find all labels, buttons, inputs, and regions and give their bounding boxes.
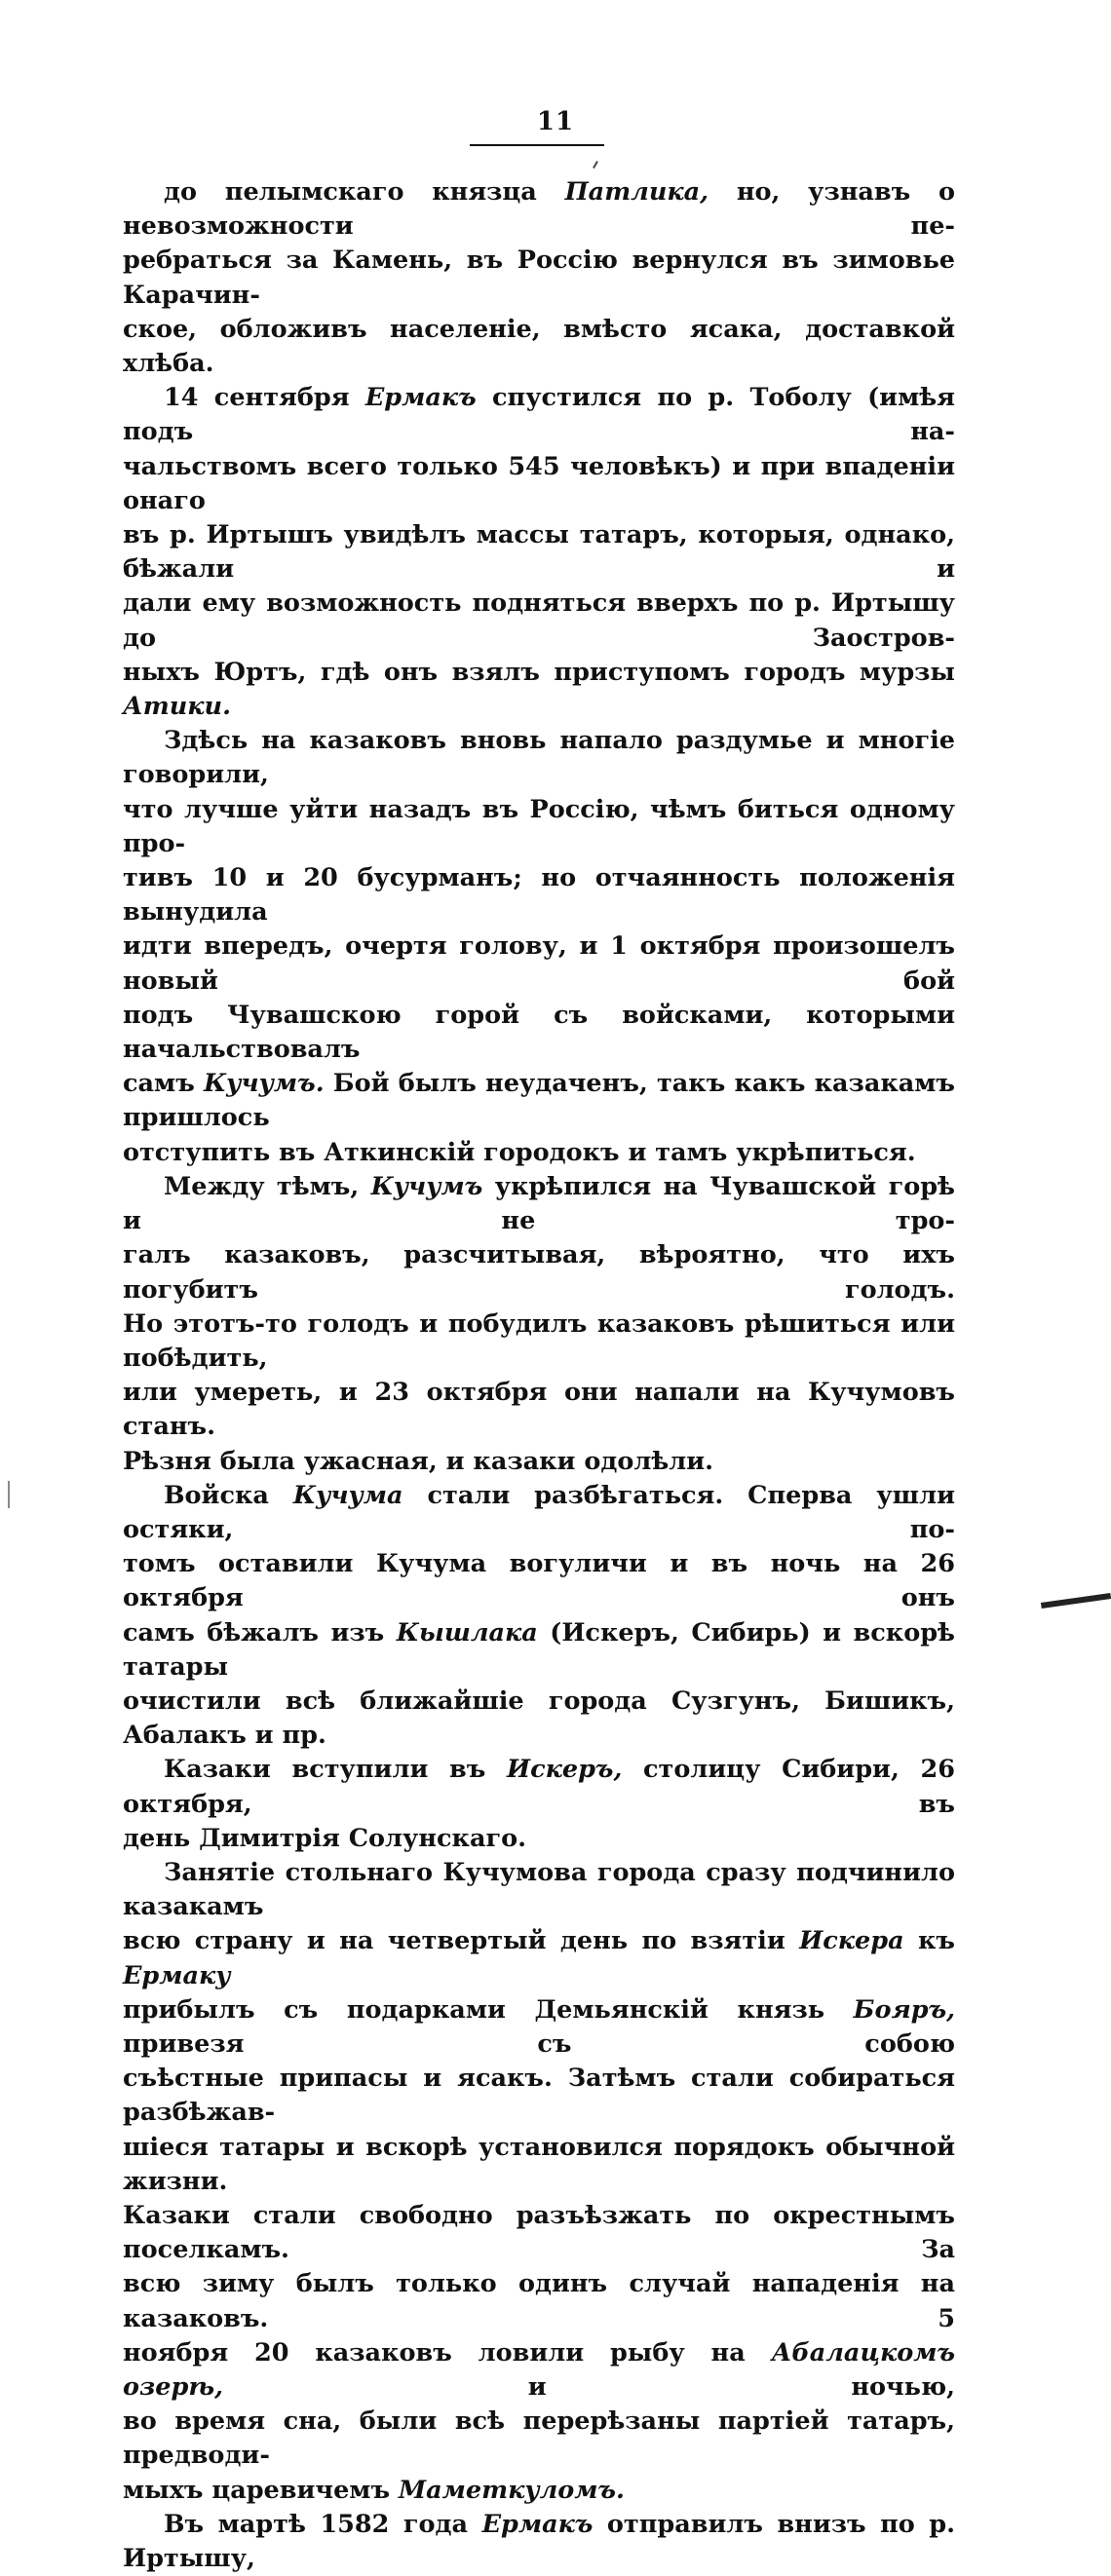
text-line: [123, 1376, 955, 1444]
text-line: [123, 2131, 955, 2199]
text-line: [123, 1685, 955, 1753]
text-line: [123, 587, 955, 655]
text-run: ское, обложивъ населеніе, вмѣсто ясака, доставкой хлѣба.: [123, 314, 955, 379]
text-run: но, узнавъ о невозможности пе-: [123, 177, 955, 242]
text-run: Войска: [164, 1480, 293, 1510]
paragraph: [123, 1479, 955, 1754]
text-line: [123, 450, 955, 518]
text-line: [123, 2474, 955, 2508]
text-run: самъ бѣжалъ изъ: [123, 1617, 397, 1648]
text-run: ныхъ Юртъ, гдѣ онъ взялъ приступомъ городъ мурзы: [123, 657, 955, 687]
text-line: [123, 861, 955, 929]
text-run: Между тѣмъ,: [164, 1171, 371, 1201]
text-run: очистили всѣ ближайшіе города Сузгунъ, Бишикъ, Абалакъ и пр.: [123, 1686, 955, 1751]
text-run: томъ оставили Кучума вогуличи и въ ночь на 26 октября онъ: [123, 1549, 955, 1613]
text-run: тивъ 10 и 20 бусурманъ; но отчаянность положенія вынудила: [123, 863, 955, 928]
italic-name: Искеръ,: [506, 1755, 623, 1785]
text-line: [123, 381, 955, 449]
text-run: Въ мартѣ 1582 года: [164, 2509, 482, 2539]
italic-name: Кучума: [292, 1480, 403, 1510]
text-line: [123, 793, 955, 861]
text-run: Бой былъ неудаченъ, такъ какъ казакамъ пришлось: [123, 1069, 955, 1133]
text-run: подъ Чувашскою горой съ войсками, которыми начальствовалъ: [123, 1000, 955, 1065]
text-run: ноября 20 казаковъ ловили рыбу на: [123, 2337, 772, 2368]
text-run: къ: [903, 1926, 955, 1956]
italic-name: Абалацкомъ озерѣ,: [123, 2337, 955, 2402]
text-line: [123, 2062, 955, 2130]
text-line: [123, 244, 955, 312]
text-run: 14 сентября: [164, 383, 365, 413]
italic-name: Маметкуломъ.: [398, 2475, 625, 2505]
italic-name: Кучумъ.: [203, 1069, 325, 1099]
text-run: отправилъ внизъ по р. Иртышу,: [123, 2509, 955, 2574]
paragraph: [123, 2508, 955, 2576]
text-run: столицу Сибири, 26 октября, въ: [123, 1755, 955, 1819]
page-number: 11: [536, 107, 575, 136]
paragraph: [123, 381, 955, 724]
text-run: спустился по р. Тоболу (имѣя подъ на-: [123, 383, 955, 447]
text-line: [123, 518, 955, 587]
text-line: [123, 1616, 955, 1685]
italic-name: Ермакъ: [481, 2509, 594, 2539]
text-run: всю зиму былъ только одинъ случай нападенія на казаковъ. 5: [123, 2269, 955, 2333]
italic-name: Патлика,: [564, 177, 709, 207]
text-line: [123, 1445, 955, 1479]
text-line: [123, 175, 955, 244]
paragraph: [123, 1170, 955, 1479]
scan-edge-mark: [8, 1481, 10, 1508]
text-run: съѣстные припасы и ясакъ. Затѣмъ стали собираться разбѣжав-: [123, 2064, 955, 2128]
text-run: привезя съ собою: [123, 2028, 955, 2059]
italic-name: Атики.: [123, 692, 231, 722]
text-line: [123, 1993, 955, 2062]
text-line: [123, 1307, 955, 1376]
text-line: [123, 2199, 955, 2267]
paragraph: [123, 175, 955, 381]
body-text: [123, 175, 955, 2576]
text-run: во время сна, были всѣ перерѣзаны партіей татаръ, предводи-: [123, 2406, 955, 2471]
text-line: [123, 1170, 955, 1238]
text-run: (Искеръ, Сибирь) и вскорѣ татары: [123, 1617, 955, 1682]
text-line: [123, 2405, 955, 2473]
scan-corner-mark: [1041, 1593, 1111, 1609]
italic-name: Искера: [799, 1926, 904, 1956]
paragraph: [123, 1856, 955, 2508]
text-run: стали разбѣгаться. Сперва ушли остяки, по-: [123, 1480, 955, 1544]
text-run: ребраться за Камень, въ Россію вернулся въ зимовье Карачин-: [123, 246, 955, 310]
paragraph: [123, 724, 955, 1170]
text-run: дали ему возможность подняться вверхъ по р. Иртышу до Заостров-: [123, 588, 955, 653]
italic-name: Бояръ,: [853, 1994, 955, 2025]
text-line: [123, 2267, 955, 2335]
text-line: [123, 313, 955, 381]
text-run: идти впередъ, очертя голову, и 1 октября произошелъ новый бой: [123, 931, 955, 996]
text-run: Рѣзня была ужасная, и казаки одолѣли.: [123, 1446, 714, 1476]
text-line: [123, 1924, 955, 1992]
text-run: Но этотъ-то голодъ и побудилъ казаковъ рѣшиться или побѣдить,: [123, 1308, 955, 1373]
text-run: въ р. Иртышъ увидѣлъ массы татаръ, которыя, однако, бѣжали и: [123, 520, 955, 585]
text-run: шіеся татары и вскорѣ установился порядокъ обычной жизни.: [123, 2132, 955, 2196]
text-run: самъ: [123, 1069, 204, 1099]
text-run: или умереть, и 23 октября они напали на Кучумовъ станъ.: [123, 1378, 955, 1442]
text-run: Казаки вступили въ: [164, 1755, 507, 1785]
text-run: всю страну и на четвертый день по взятіи: [123, 1926, 800, 1956]
text-run: прибылъ съ подарками Демьянскій князь: [123, 1994, 854, 2025]
text-line: [123, 2336, 955, 2405]
italic-name: Ермакъ: [364, 383, 477, 413]
text-line: [123, 656, 955, 724]
text-run: укрѣпился на Чувашской горѣ и не тро-: [123, 1171, 955, 1236]
text-line: [123, 929, 955, 998]
header-rule: [470, 144, 604, 146]
text-run: мыхъ царевичемъ: [123, 2475, 399, 2505]
text-run: Здѣсь на казаковъ вновь напало раздумье и многіе говорили,: [123, 726, 955, 790]
text-line: [123, 1479, 955, 1547]
text-line: [123, 1238, 955, 1307]
italic-name: Кучумъ: [370, 1171, 483, 1201]
paragraph: [123, 1753, 955, 1856]
text-line: [123, 999, 955, 1067]
text-line: [123, 2508, 955, 2576]
text-run: день Димитрія Солунскаго.: [123, 1823, 527, 1853]
text-run: Казаки стали свободно разъѣзжать по окрестнымъ поселкамъ. За: [123, 2200, 955, 2265]
text-run: что лучше уйти назадъ въ Россію, чѣмъ биться одному про-: [123, 794, 955, 858]
text-line: [123, 1136, 955, 1170]
text-line: [123, 1822, 955, 1856]
text-run: Занятіе стольнаго Кучумова города сразу подчинило казакамъ: [123, 1857, 955, 1922]
scan-mark: [593, 161, 598, 169]
text-run: галъ казаковъ, разсчитывая, вѣроятно, что ихъ погубитъ голодъ.: [123, 1240, 955, 1305]
text-run: и ночью,: [222, 2372, 955, 2402]
text-line: [123, 1067, 955, 1135]
text-line: [123, 1753, 955, 1821]
text-run: чальствомъ всего только 545 человѣкъ) и при впаденіи онаго: [123, 451, 955, 515]
italic-name: Ермаку: [123, 1960, 231, 1990]
text-run: до пелымскаго князца: [164, 177, 565, 207]
text-line: [123, 1547, 955, 1615]
text-line: [123, 724, 955, 792]
italic-name: Кышлака: [396, 1617, 538, 1648]
text-run: отступить въ Аткинскій городокъ и тамъ укрѣпиться.: [123, 1137, 916, 1167]
text-line: [123, 1856, 955, 1924]
